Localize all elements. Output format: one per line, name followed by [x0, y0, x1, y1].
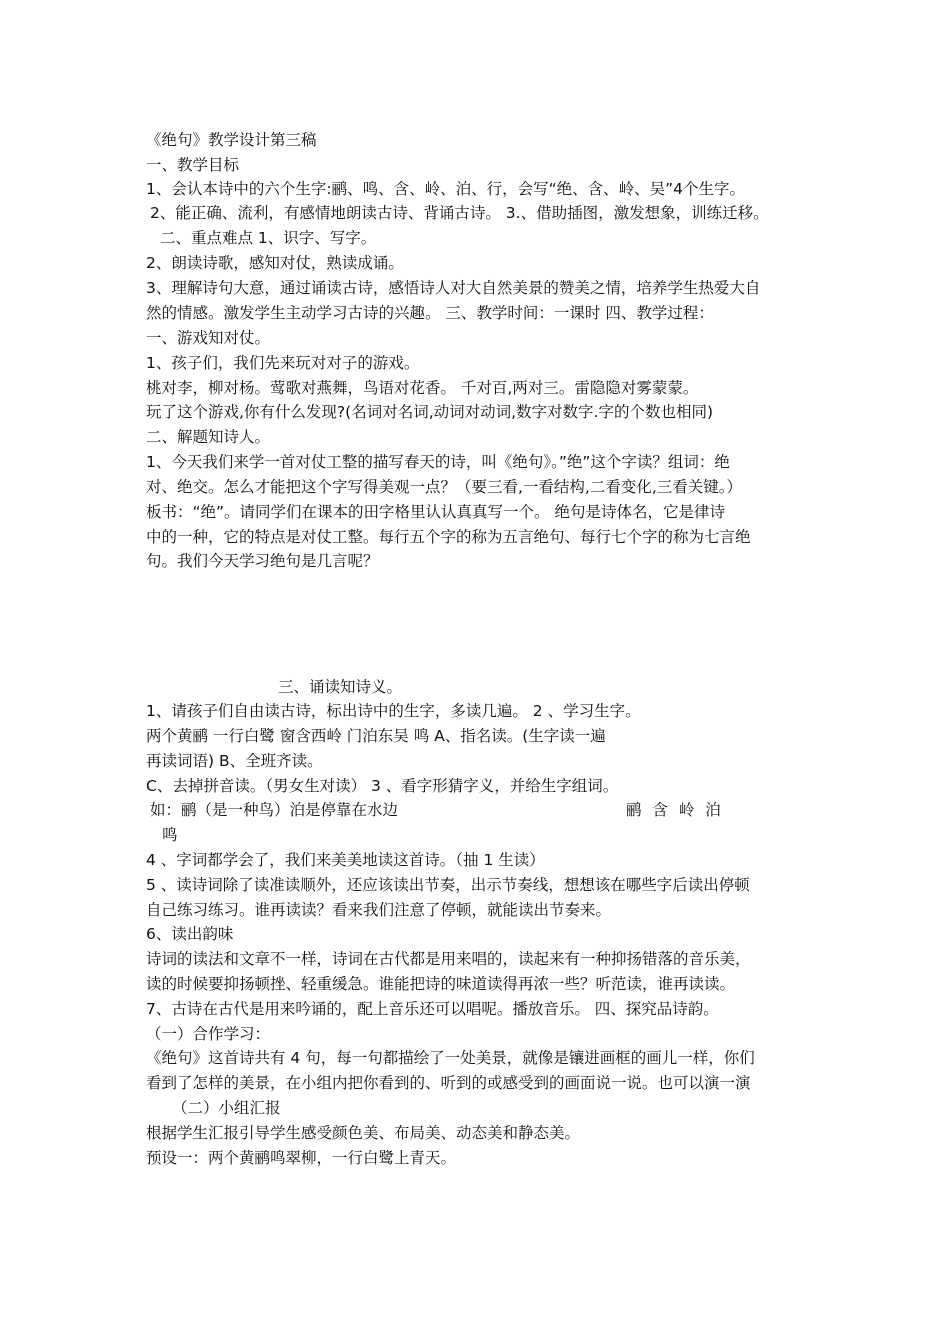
text-line: 桃对李，柳对杨。莺歌对燕舞，鸟语对花香。 千对百,两对三。雷隐隐对雾蒙蒙。 [146, 379, 699, 397]
section-heading: 一、游戏知对仗。 [146, 329, 271, 347]
section-heading: 二、重点难点 1、识字、写字。 [160, 229, 377, 247]
section-heading: 6、读出韵味 [146, 925, 234, 943]
text-line: 玩了这个游戏,你有什么发现?(名词对名词,动词对动词,数字对数字.字的个数也相同) [146, 403, 714, 421]
text-line: 对、绝交。怎么才能把这个字写得美观一点？（要三看,一看结构,二看变化,三看关键。） [146, 478, 743, 496]
text-line: 句。我们今天学习绝句是几言呢？ [146, 552, 379, 570]
text-line: 预设一：两个黄鹂鸣翠柳，一行白鹭上青天。 [146, 1149, 457, 1167]
text-line: 1、孩子们，我们先来玩对对子的游戏。 [146, 354, 420, 372]
text-line: C、去掉拼音读。（男女生对读） 3 、看字形猜字义，并给生字组词。 [146, 777, 619, 795]
text-line: 板书：“绝”。请同学们在课本的田字格里认认真真写一个。 绝句是诗体名，它是律诗 [146, 503, 725, 521]
text-line: 1、会认本诗中的六个生字:鹂、鸣、含、岭、泊、行，会写“绝、含、岭、吴”4个生字。 [146, 180, 746, 198]
text-line: 1、今天我们来学一首对仗工整的描写春天的诗，叫《绝句》。”绝”这个字读？组词：绝 [146, 453, 730, 471]
section-heading: （二）小组汇报 [172, 1099, 281, 1117]
text-line: 如：鹂（是一种鸟）泊是停靠在水边 [150, 801, 399, 819]
section-heading: （一）合作学习： [146, 1025, 271, 1043]
character-list: 鹂 含 岭 泊 [626, 801, 721, 819]
text-line: 自己练习练习。谁再读读？看来我们注意了停顿，就能读出节奏来。 [146, 901, 612, 919]
text-line: 中的一种，它的特点是对仗工整。每行五个字的称为五言绝句、每行七个字的称为七言绝 [146, 528, 751, 546]
text-line: 2、朗读诗歌，感知对仗，熟读成诵。 [146, 254, 404, 272]
text-line: 4 、字词都学会了，我们来美美地读这首诗。（抽 1 生读） [146, 851, 545, 869]
text-line: 5 、读诗词除了读准读顺外，还应该读出节奏，出示节奏线，想想该在哪些字后读出停顿 [146, 876, 750, 894]
text-line: 两个黄鹂 一行白鹭 窗含西岭 门泊东吴 鸣 A、指名读。(生字读一遍 [146, 727, 606, 745]
text-line: 根据学生汇报引导学生感受颜色美、布局美、动态美和静态美。 [146, 1124, 581, 1142]
text-line: 再读词语) B、全班齐读。 [146, 752, 323, 770]
section-heading: 二、解题知诗人。 [146, 428, 271, 446]
text-line: 然的情感。激发学生主动学习古诗的兴趣。 三、教学时间：一课时 四、教学过程： [146, 304, 714, 322]
text-line: 3、理解诗句大意，通过诵读古诗，感悟诗人对大自然美景的赞美之情，培养学生热爱大自 [146, 279, 761, 297]
text-line: 诗词的读法和文章不一样，诗词在古代都是用来唱的，读起来有一种抑扬错落的音乐美， [146, 950, 751, 968]
text-line: 读的时候要抑扬顿挫、轻重缓急。谁能把诗的味道读得再浓一些？听范读，谁再读读。 [146, 975, 736, 993]
text-line: 《绝句》这首诗共有 4 句，每一句都描绘了一处美景，就像是镶进画框的画儿一样，你们 [146, 1049, 755, 1067]
section-heading: 一、教学目标 [146, 156, 240, 174]
text-line: 看到了怎样的美景，在小组内把你看到的、听到的或感受到的画面说一说。也可以演一演 [146, 1074, 751, 1092]
text-line: 7、古诗在古代是用来吟诵的，配上音乐还可以唱呢。播放音乐。 四、探究品诗韵。 [146, 1000, 719, 1018]
text-line: 鸣 [162, 826, 178, 844]
text-line: 1、请孩子们自由读古诗，标出诗中的生字，多读几遍。 2 、学习生字。 [146, 702, 641, 720]
doc-title: 《绝句》教学设计第三稿 [146, 131, 317, 149]
text-line: 2、能正确、流利，有感情地朗读古诗、背诵古诗。 3.、借助插图，激发想象，训练迁移。 [150, 204, 769, 222]
section-heading: 三、诵读知诗义。 [278, 678, 403, 696]
